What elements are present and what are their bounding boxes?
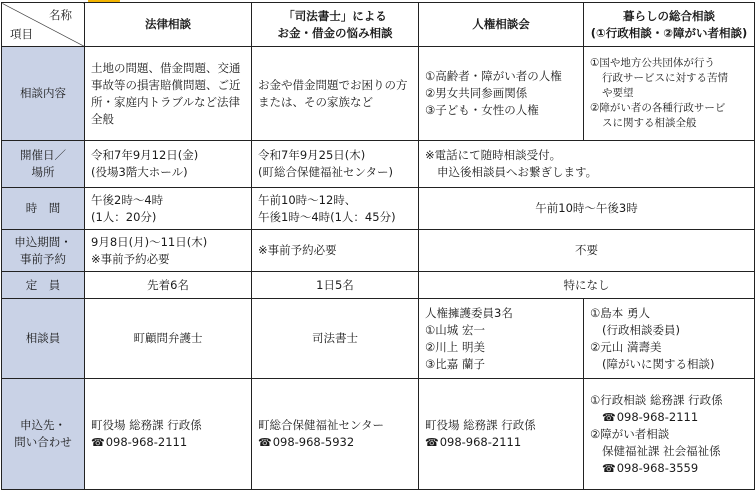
telephone-icon: ☎ (91, 436, 105, 449)
human-rights-phone: ☎098-968-2111 (425, 435, 522, 449)
header-row (2, 3, 755, 47)
row-header-time: 時 間 (2, 188, 85, 230)
corner-name-label: 名称 (49, 8, 72, 22)
scrivener-time-cell: 午前10時～12時、 午後1時～4時(1人：45分) (252, 188, 419, 230)
legal-content-cell: 土地の問題、借金問題、交通事故等の損害賠償問題、ご近所・家庭内トラブルなど法律全般 (85, 47, 252, 141)
row-header-date: 開催日／ 場所 (2, 141, 85, 188)
row-staff (2, 299, 755, 379)
row-contact (2, 379, 755, 490)
row-time (2, 188, 755, 230)
row-capacity (2, 272, 755, 299)
consultation-schedule-table (1, 2, 755, 490)
scrivener-content-cell: お金や借金問題でお困りの方または、その家族など (252, 47, 419, 141)
scrivener-phone: ☎098-968-5932 (258, 435, 355, 449)
row-header-contact: 申込先・ 問い合わせ (2, 379, 85, 490)
corner-header-cell (2, 3, 85, 47)
human-rights-contact-cell: 町役場 総務課 行政係 ☎098-968-2111 (419, 379, 584, 490)
general-contact-cell: ①行政相談 総務課 行政係 ☎098-968-2111 ②障がい者相談 保健福祉課 社会福祉係 ☎098-968-3559 (584, 379, 755, 490)
col-header-judicial-scrivener: 「司法書士」による お金・借金の悩み相談 (252, 3, 419, 47)
welfare-phone: ☎098-968-3559 (602, 460, 699, 475)
corner-item-label: 項目 (10, 27, 33, 41)
scrivener-application-cell: ※事前予約必要 (252, 230, 419, 272)
human-rights-content-cell: ①高齢者・障がい者の人権 ②男女共同参画関係 ③子ども・女性の人権 (419, 47, 584, 141)
telephone-icon: ☎ (258, 436, 272, 449)
telephone-icon: ☎ (425, 436, 439, 449)
scrivener-contact-cell: 町総合保健福祉センター ☎098-968-5932 (252, 379, 419, 490)
shared-application-cell: 不要 (419, 230, 755, 272)
legal-staff-cell: 町顧問弁護士 (85, 299, 252, 379)
general-staff-cell: ①島本 勇人 (行政相談委員) ②元山 満壽美 (障がいに関する相談) (584, 299, 755, 379)
legal-phone: ☎098-968-2111 (91, 435, 188, 449)
row-date-place (2, 141, 755, 188)
col-header-human-rights: 人権相談会 (419, 3, 584, 47)
row-consultation-content (2, 47, 755, 141)
telephone-icon: ☎ (602, 410, 616, 424)
shared-time-cell: 午前10時～午後3時 (419, 188, 755, 230)
scrivener-date-cell: 令和7年9月25日(木) (町総合保健福祉センター) (252, 141, 419, 188)
scrivener-staff-cell: 司法書士 (252, 299, 419, 379)
admin-phone: ☎098-968-2111 (602, 409, 699, 424)
row-header-capacity: 定 員 (2, 272, 85, 299)
row-header-application: 申込期間・ 事前予約 (2, 230, 85, 272)
shared-capacity-cell: 特になし (419, 272, 755, 299)
col-header-legal: 法律相談 (85, 3, 252, 47)
row-header-content: 相談内容 (2, 47, 85, 141)
phone-reception-cell: ※電話にて随時相談受付。 申込後相談員へお繋ぎします。 (419, 141, 755, 188)
legal-capacity-cell: 先着6名 (85, 272, 252, 299)
scrivener-capacity-cell: 1日5名 (252, 272, 419, 299)
legal-date-cell: 令和7年9月12日(金) (役場3階大ホール) (85, 141, 252, 188)
general-content-cell: ①国や地方公共団体が行う 行政サービスに対する苦情 や要望 ②障がい者の各種行政サービ スに関する相談全般 (584, 47, 755, 141)
telephone-icon: ☎ (602, 461, 616, 475)
human-rights-staff-cell: 人権擁護委員3名 ①山城 宏一 ②川上 明美 ③比嘉 蘭子 (419, 299, 584, 379)
row-application (2, 230, 755, 272)
col-header-general-living: 暮らしの総合相談 (①行政相談・②障がい者相談) (584, 3, 755, 47)
legal-application-cell: 9月8日(月)～11日(木) ※事前予約必要 (85, 230, 252, 272)
legal-time-cell: 午後2時～4時 (1人：20分) (85, 188, 252, 230)
legal-contact-cell: 町役場 総務課 行政係 ☎098-968-2111 (85, 379, 252, 490)
row-header-staff: 相談員 (2, 299, 85, 379)
